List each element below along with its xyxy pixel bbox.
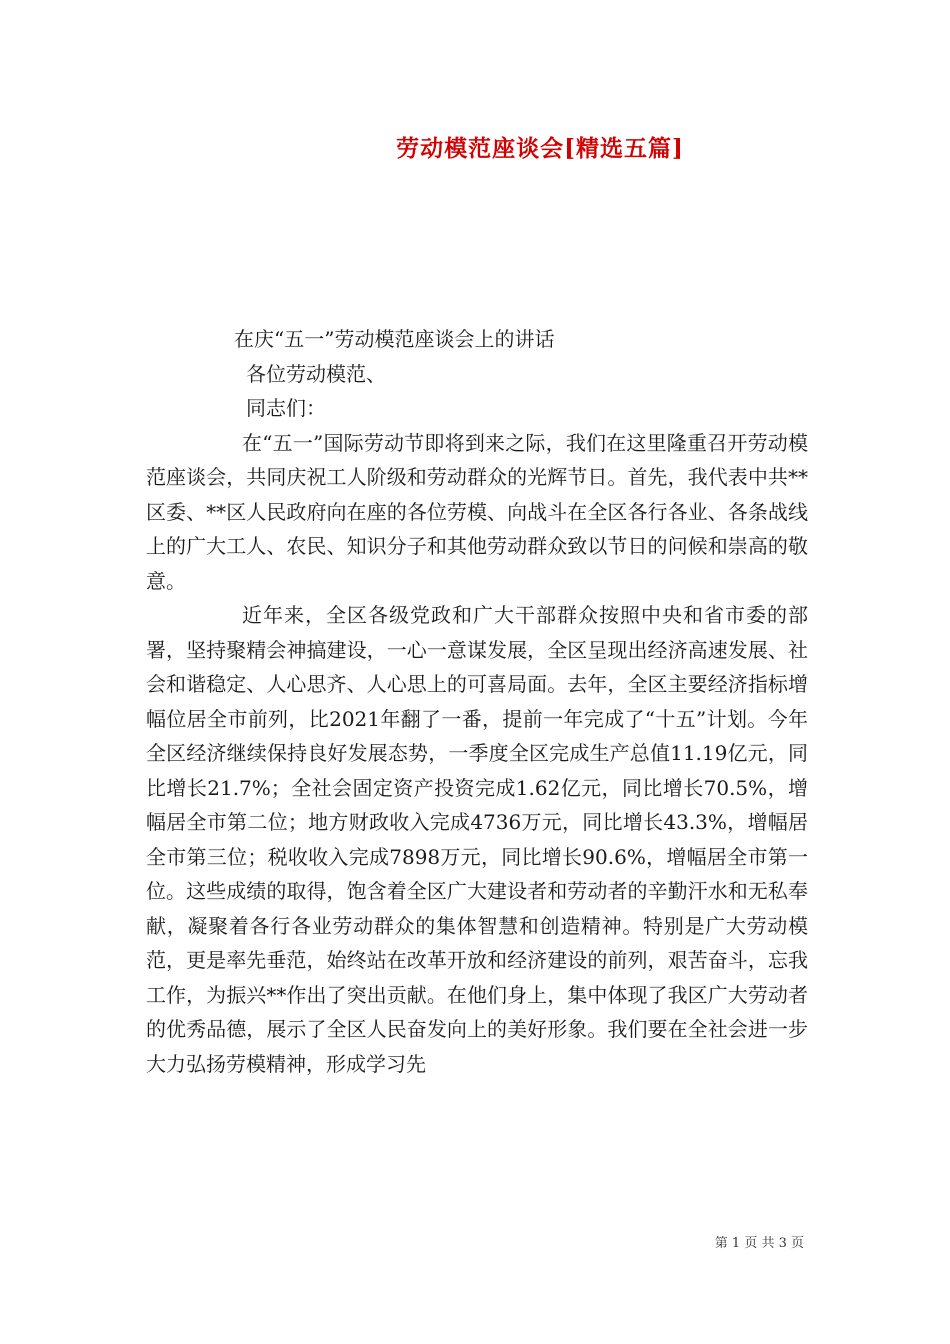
salutation-line-2: 同志们： <box>246 396 326 420</box>
page-indicator: 第 1 页 共 3 页 <box>714 1236 804 1251</box>
paragraph-1: 在“五一”国际劳动节即将到来之际，我们在这里隆重召开劳动模范座谈会，共同庆祝工人阶级和劳动群众的光辉节日。首先，我代表中共**区委、**区人民政府向在座的各位劳模、向战斗在全区各行各业、各条战线上的广大工人、农民、知识分子和其他劳动群众致以节日的问候和崇高的敬意。 <box>146 430 808 593</box>
speech-title: 在庆“五一”劳动模范座谈会上的讲话 <box>234 327 555 351</box>
paragraph-2: 近年来，全区各级党政和广大干部群众按照中央和省市委的部署，坚持聚精会神搞建设，一心一意谋发展，全区呈现出经济高速发展、社会和谐稳定、人心思齐、人心思上的可喜局面。去年，全区主要经济指标增幅位居全市前列，比2021年翻了一番，提前一年完成了“十五”计划。今年全区经济继续保持良好发展态势，一季度全区完成生产总值11.19亿元，同比增长21.7%；全社会固定资产投资完成1.62亿元，同比增长70.5%，增幅居全市第二位；地方财政收入完成4736万元，同比增长43.3%，增幅居全市第三位；税收收入完成7898万元，同比增长90.6%，增幅居全市第一位。这些成绩的取得，饱含着全区广大建设者和劳动者的辛勤汗水和无私奉献，凝聚着各行各业劳动群众的集体智慧和创造精神。特别是广大劳动模范，更是率先垂范，始终站在改革开放和经济建设的前列，艰苦奋斗，忘我工作，为振兴**作出了突出贡献。在他们身上，集中体现了我区广大劳动者的优秀品德，展示了全区人民奋发向上的美好形象。我们要在全社会进一步大力弘扬劳模精神，形成学习先 <box>146 603 808 1076</box>
salutation-line-1: 各位劳动模范、 <box>246 361 386 386</box>
document-body <box>146 322 808 1081</box>
document-title: 劳动模范座谈会[精选五篇] <box>396 135 684 162</box>
